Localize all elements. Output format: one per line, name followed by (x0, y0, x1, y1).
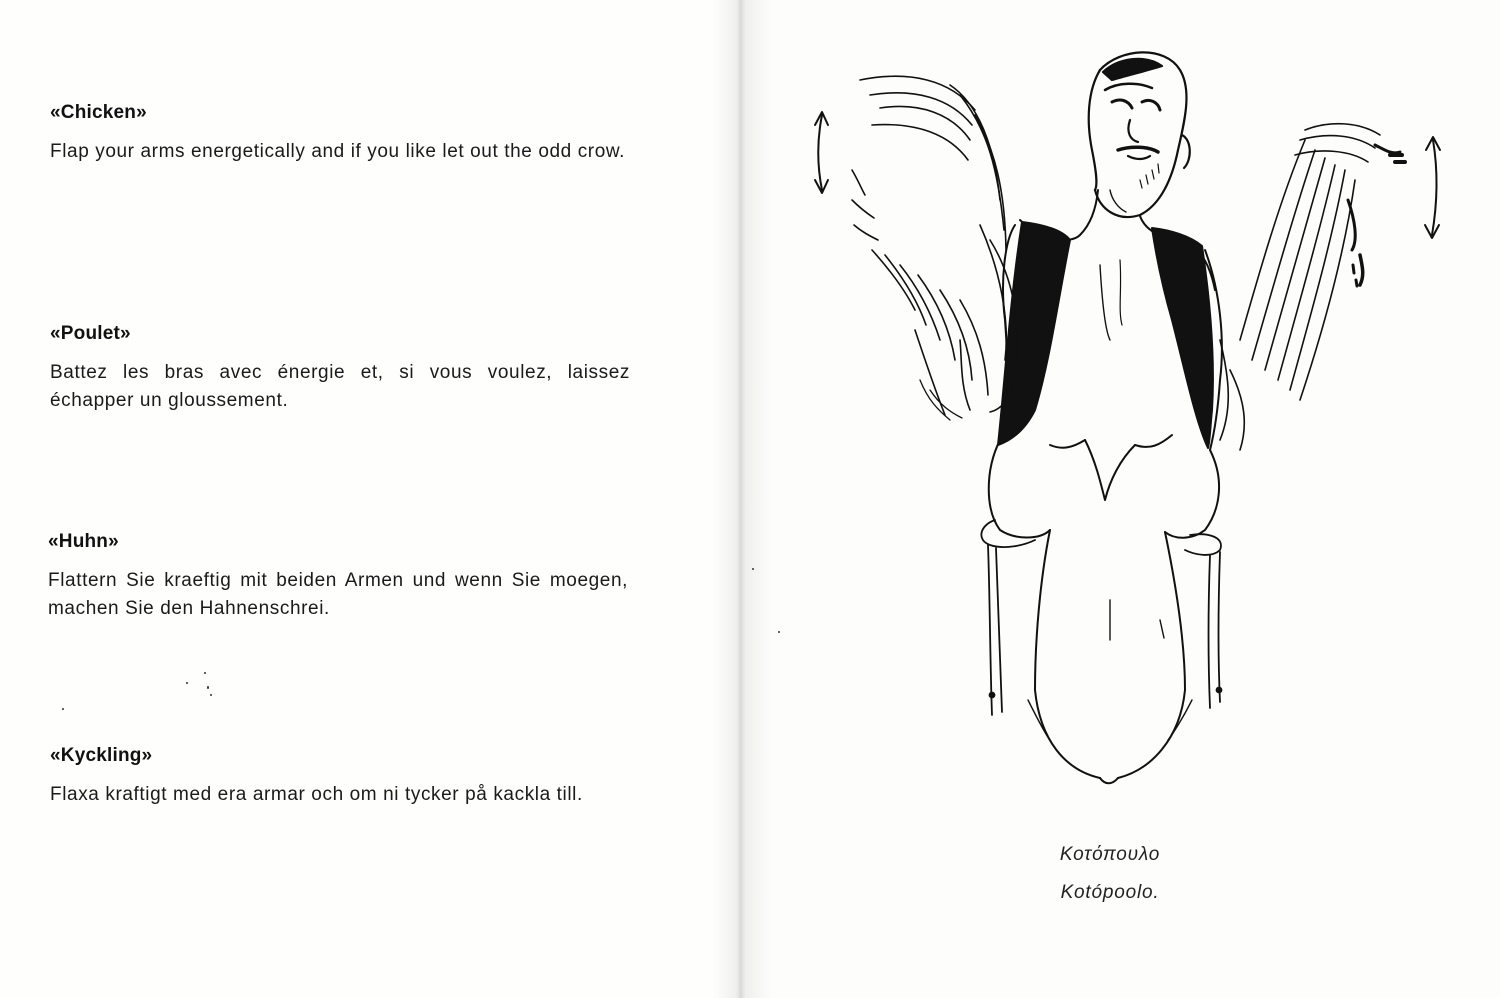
section-kyckling (50, 745, 630, 809)
book-gutter (712, 0, 772, 998)
caption-transliteration: Kotópoolo. (1060, 882, 1160, 903)
heading-huhn: «Huhn» (48, 531, 119, 552)
section-poulet (50, 323, 630, 415)
motion-arrow-left (815, 112, 828, 193)
text-kyckling: Flaxa kraftigt med era armar och om ni tycker på kackla till. (50, 784, 583, 805)
right-wing-drawing (1220, 124, 1405, 450)
chicken-dance-illustration (800, 40, 1460, 810)
caption-greek: Κοτόπουλο (1059, 844, 1161, 865)
section-huhn (48, 531, 628, 623)
heading-kyckling: «Kyckling» (50, 745, 153, 766)
text-poulet: Battez les bras avec énergie et, si vous voulez, laissez échapper un gloussement. (50, 362, 630, 411)
text-huhn: Flattern Sie kraeftig mit beiden Armen und wenn Sie moegen, machen Sie den Hahnenschrei. (48, 570, 628, 619)
left-wing-drawing (852, 76, 1018, 420)
motion-arrow-right (1425, 137, 1440, 238)
head-drawing (1089, 52, 1190, 217)
heading-chicken: «Chicken» (50, 102, 147, 123)
torso-drawing (989, 190, 1222, 783)
heading-poulet: «Poulet» (50, 323, 131, 344)
text-chicken: Flap your arms energetically and if you like let out the odd crow. (50, 141, 626, 162)
section-chicken (50, 102, 630, 166)
